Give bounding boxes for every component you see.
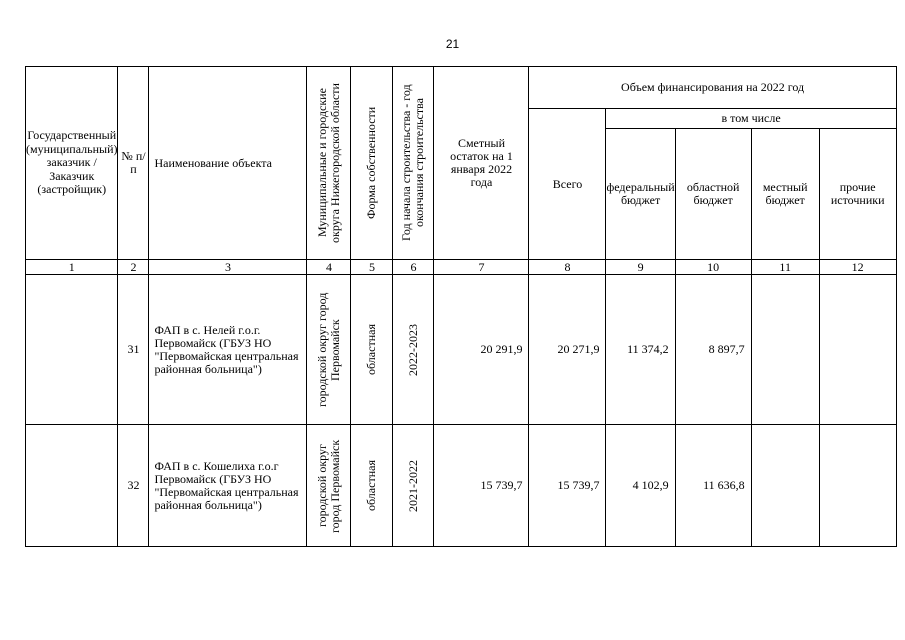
cell-years-cell	[393, 275, 434, 425]
cell-years: 2021-2022	[405, 459, 420, 512]
header-estimate: Сметный остаток на 1 января 2022 года	[434, 67, 529, 260]
cell-ownership-cell	[351, 275, 393, 425]
header-local: местный бюджет	[751, 129, 819, 260]
cell-municipality-cell	[307, 425, 351, 547]
cell-num: 32	[118, 425, 149, 547]
table-row	[26, 275, 897, 425]
cell-ownership: областная	[364, 324, 379, 375]
cell-other	[819, 275, 896, 425]
cell-customer	[26, 425, 118, 547]
header-funding-title: Объем финансирования на 2022 год	[529, 67, 896, 109]
cell-ownership: областная	[364, 460, 379, 511]
header-municipality-cell	[307, 67, 351, 260]
financing-table	[25, 66, 897, 547]
header-years: Год начала строительства - год окончания строительства	[399, 84, 427, 242]
cell-other	[819, 425, 896, 547]
header-ownership-cell	[351, 67, 393, 260]
column-number: 12	[819, 260, 896, 275]
header-including: в том числе	[606, 109, 896, 129]
header-other: прочие источники	[819, 129, 896, 260]
cell-local	[751, 425, 819, 547]
cell-local	[751, 275, 819, 425]
column-number: 1	[26, 260, 118, 275]
cell-municipality-cell	[307, 275, 351, 425]
column-number: 5	[351, 260, 393, 275]
header-regional: областной бюджет	[675, 129, 751, 260]
column-number: 7	[434, 260, 529, 275]
cell-ownership-cell	[351, 425, 393, 547]
page-number: 21	[445, 37, 460, 51]
cell-total: 20 271,9	[529, 275, 606, 425]
table-row	[26, 425, 897, 547]
cell-estimate: 15 739,7	[434, 425, 529, 547]
cell-estimate: 20 291,9	[434, 275, 529, 425]
cell-object-name: ФАП в с. Нелей г.о.г. Первомайск (ГБУЗ НО "Первомайская центральная районная больница")	[149, 275, 307, 425]
cell-regional: 11 636,8	[675, 425, 751, 547]
cell-num: 31	[118, 275, 149, 425]
cell-years: 2022-2023	[405, 323, 420, 376]
header-municipality: Муниципальные и городские округа Нижегородской области	[314, 83, 342, 243]
column-number: 8	[529, 260, 606, 275]
column-number: 9	[606, 260, 675, 275]
header-total: Всего	[529, 109, 606, 260]
cell-years-cell	[393, 425, 434, 547]
header-customer: Государственный (муниципальный) заказчик / Заказчик (застройщик)	[26, 67, 118, 260]
cell-total: 15 739,7	[529, 425, 606, 547]
cell-regional: 8 897,7	[675, 275, 751, 425]
column-number: 2	[118, 260, 149, 275]
cell-customer	[26, 275, 118, 425]
header-object-name: Наименование объекта	[149, 67, 307, 260]
column-number: 11	[751, 260, 819, 275]
cell-municipality: городской округ город Первомайск	[314, 292, 342, 407]
column-number: 4	[307, 260, 351, 275]
column-number: 3	[149, 260, 307, 275]
column-numbers-row	[26, 260, 897, 275]
header-num: № п/п	[118, 67, 149, 260]
cell-municipality: городской округ город Первомайск	[314, 438, 342, 533]
column-number: 10	[675, 260, 751, 275]
column-number: 6	[393, 260, 434, 275]
header-federal: федеральный бюджет	[606, 129, 675, 260]
header-ownership: Форма собственности	[364, 106, 379, 220]
cell-federal: 11 374,2	[606, 275, 675, 425]
cell-object-name: ФАП в с. Кошелиха г.о.г Первомайск (ГБУЗ НО "Первомайская центральная районная больница")	[149, 425, 307, 547]
cell-federal: 4 102,9	[606, 425, 675, 547]
header-years-cell	[393, 67, 434, 260]
